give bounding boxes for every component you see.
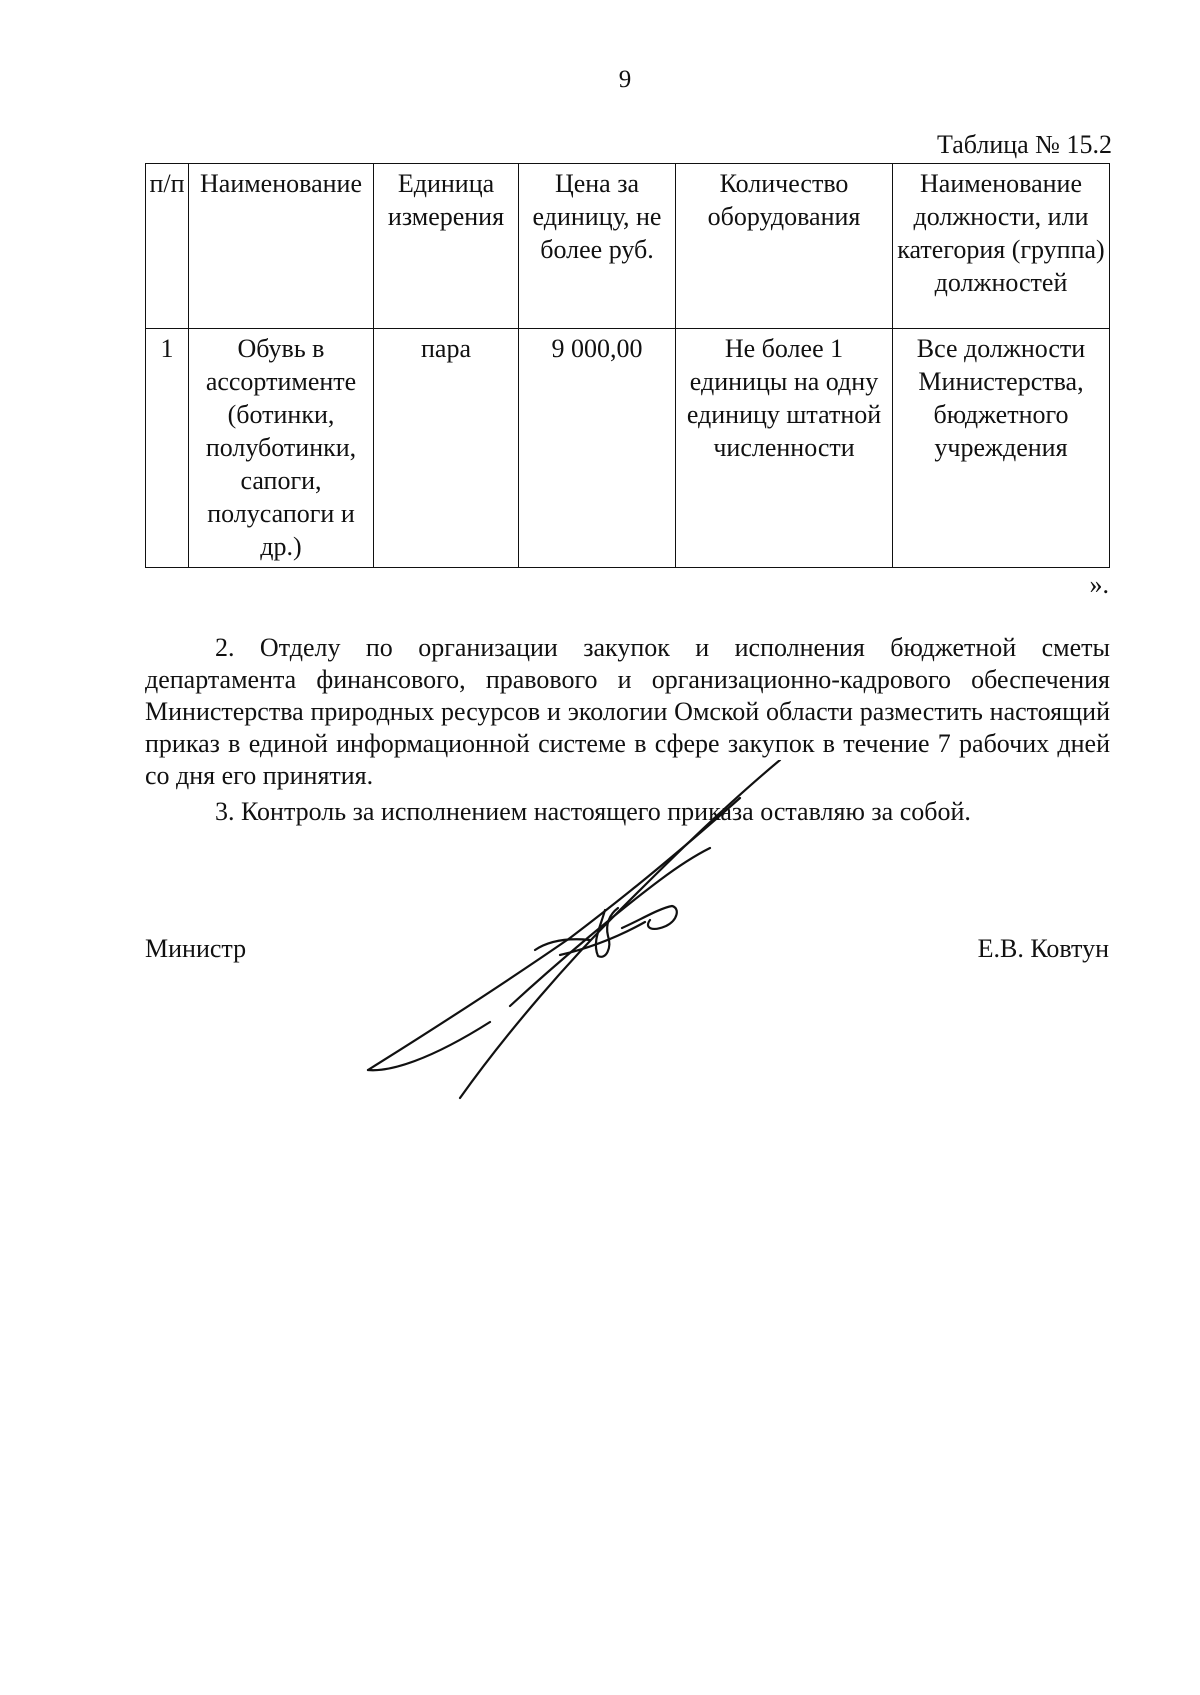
cell-name: Обувь в ассортименте (ботинки, полуботинки, сапоги, полусапоги и др.) <box>189 329 374 568</box>
handwritten-signature <box>360 760 820 1100</box>
header-price: Цена за единицу, не более руб. <box>519 164 676 329</box>
table-caption: Таблица № 15.2 <box>936 130 1112 159</box>
header-name: Наименование <box>189 164 374 329</box>
table-header-row <box>146 164 1110 329</box>
paragraph-3: 3. Контроль за исполнением настоящего приказа оставляю за собой. <box>215 797 971 826</box>
header-quantity: Количество оборудования <box>676 164 893 329</box>
closing-quote: ». <box>1089 570 1109 599</box>
cell-num: 1 <box>146 329 189 568</box>
equipment-table <box>145 163 1110 568</box>
cell-unit: пара <box>374 329 519 568</box>
header-num: п/п <box>146 164 189 329</box>
page-number: 9 <box>618 66 632 93</box>
cell-price: 9 000,00 <box>519 329 676 568</box>
cell-positions: Все должности Министерства, бюджетного учреждения <box>893 329 1110 568</box>
paragraph-2: 2. Отделу по организации закупок и исполнения бюджетной сметы департамента финансового, правового и организационно-кадрового обеспечения Министерства природных ресурсов и экологии Омской области разместить настоящий приказ в единой информационной системе в сфере закупок в течение 7 рабочих дней со дня его принятия. <box>145 633 1110 790</box>
header-unit: Единица измерения <box>374 164 519 329</box>
signer-title: Министр <box>145 934 247 963</box>
header-positions: Наименование должности, или категория (группа) должностей <box>893 164 1110 329</box>
cell-quantity: Не более 1 единицы на одну единицу штатной численности <box>676 329 893 568</box>
table-row <box>146 329 1110 568</box>
signer-name: Е.В. Ковтун <box>977 934 1109 963</box>
